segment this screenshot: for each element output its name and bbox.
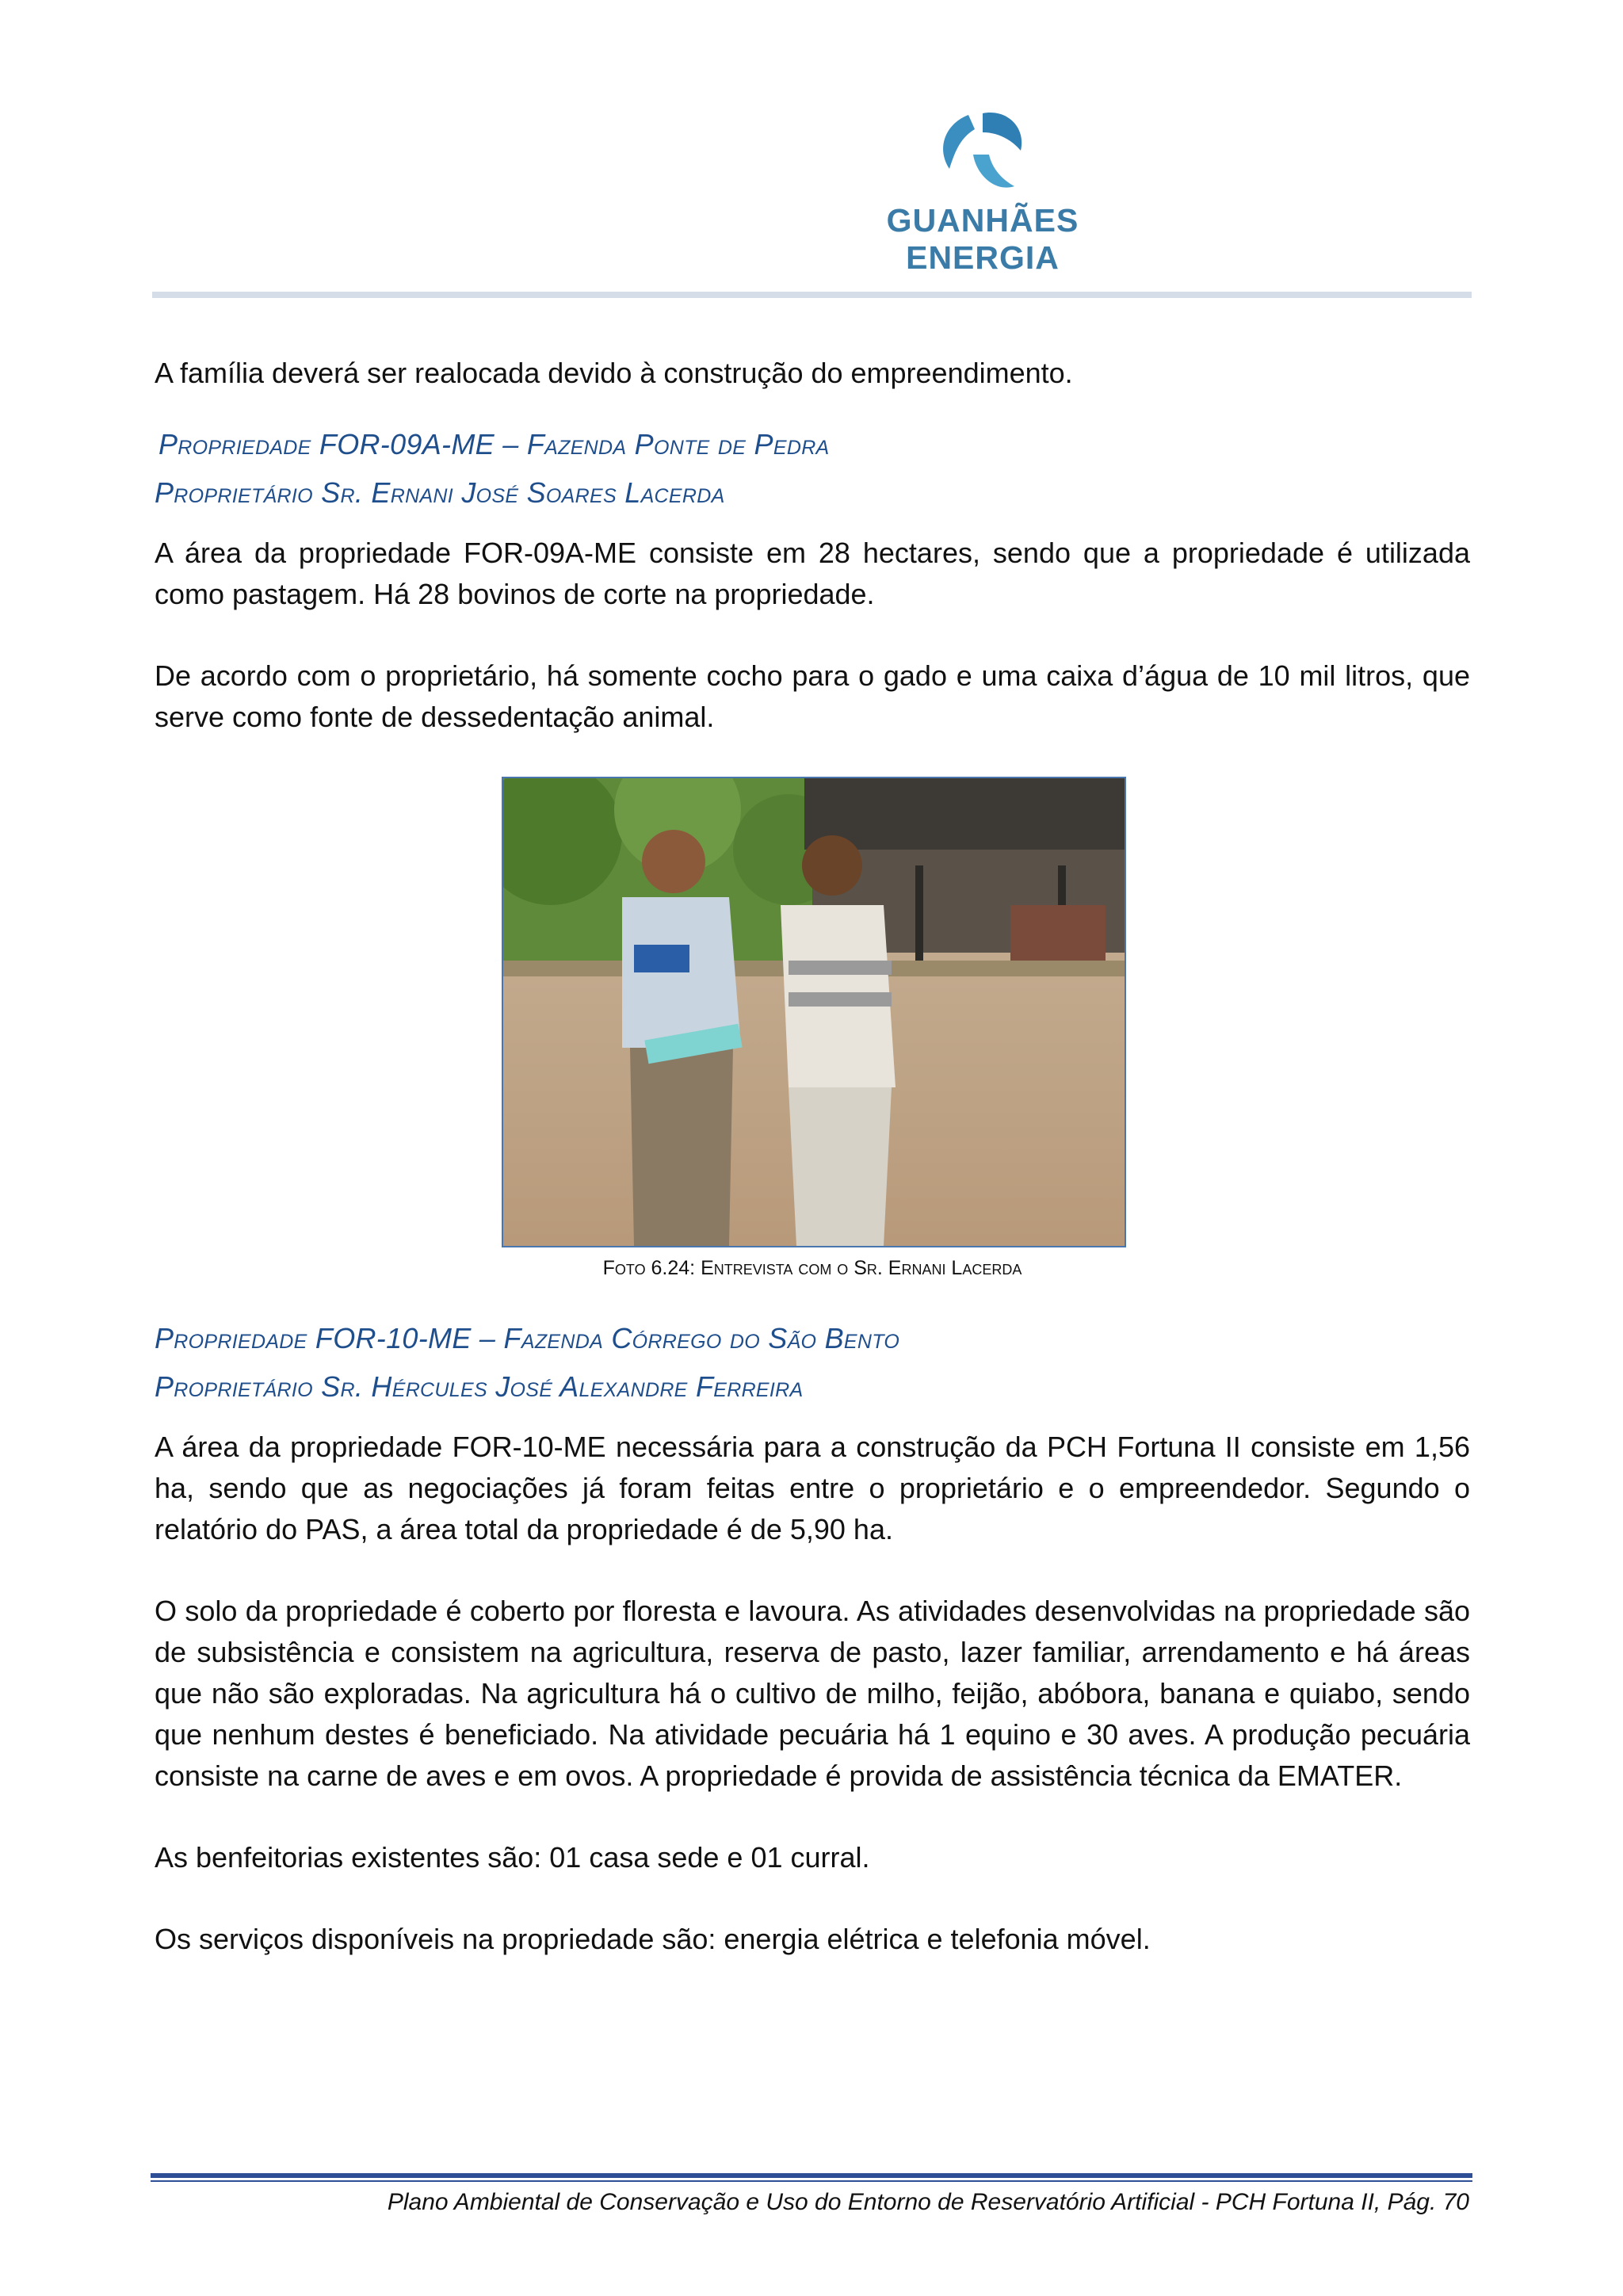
logo-text: GUANHÃES ENERGIA [886,202,1079,276]
company-logo [816,107,1149,276]
property-1-paragraph-2: De acordo com o proprietário, há somente cocho para o gado e uma caixa d’água de 10 mil litros, que serve como fonte de dessedentação animal. [155,659,1470,733]
property-1-paragraph-1: A área da propriedade FOR-09A-ME consiste em 28 hectares, sendo que a propriedade é utilizada como pastagem. Há 28 bovinos de corte na propriedade. [155,537,1470,610]
property-1-owner: Proprietário Sr. Ernani José Soares Lacerda [155,476,725,509]
logo-mark-icon [927,107,1038,198]
property-2-paragraph-2: O solo da propriedade é coberto por floresta e lavoura. As atividades desenvolvidas na propriedade são de subsistência e consistem na agricultura, reserva de pasto, lazer familiar, arrendamento e há áreas que não são exploradas. Na agricultura há o cultivo de milho, feijão, abóbora, banana e quiabo, sendo que nenhum destes é beneficiado. Na atividade pecuária há 1 equino e 30 aves. A produção pecuária consiste na carne de aves e em ovos. A propriedade é provida de assistência técnica da EMATER. [155,1595,1470,1792]
header-divider [152,292,1472,298]
footer-divider [151,2173,1472,2178]
property-1-title: Propriedade FOR-09A-ME – Fazenda Ponte de Pedra [158,428,830,460]
property-2-owner: Proprietário Sr. Hércules José Alexandre Ferreira [155,1370,804,1403]
property-2-title: Propriedade FOR-10-ME – Fazenda Córrego do São Bento [155,1322,900,1354]
interview-photo [502,777,1126,1247]
property-2-paragraph-1: A área da propriedade FOR-10-ME necessária para a construção da PCH Fortuna II consiste em 1,56 ha, sendo que as negociações já foram feitas entre o proprietário e o empreendedor. Segundo o relatório do PAS, a área total da propriedade é de 5,90 ha. [155,1431,1470,1545]
intro-paragraph: A família deverá ser realocada devido à construção do empreendimento. [155,357,1073,389]
page-footer: Plano Ambiental de Conservação e Uso do Entorno de Reservatório Artificial - PCH Fortuna II, Pág. 70 [387,2189,1469,2215]
footer-divider-thin [151,2180,1472,2182]
property-2-paragraph-4: Os serviços disponíveis na propriedade são: energia elétrica e telefonia móvel. [155,1923,1151,1955]
property-2-paragraph-3: As benfeitorias existentes são: 01 casa sede e 01 curral. [155,1841,870,1874]
photo-illustration [503,778,1125,1246]
photo-caption: Foto 6.24: Entrevista com o Sr. Ernani Lacerda [602,1257,1022,1279]
